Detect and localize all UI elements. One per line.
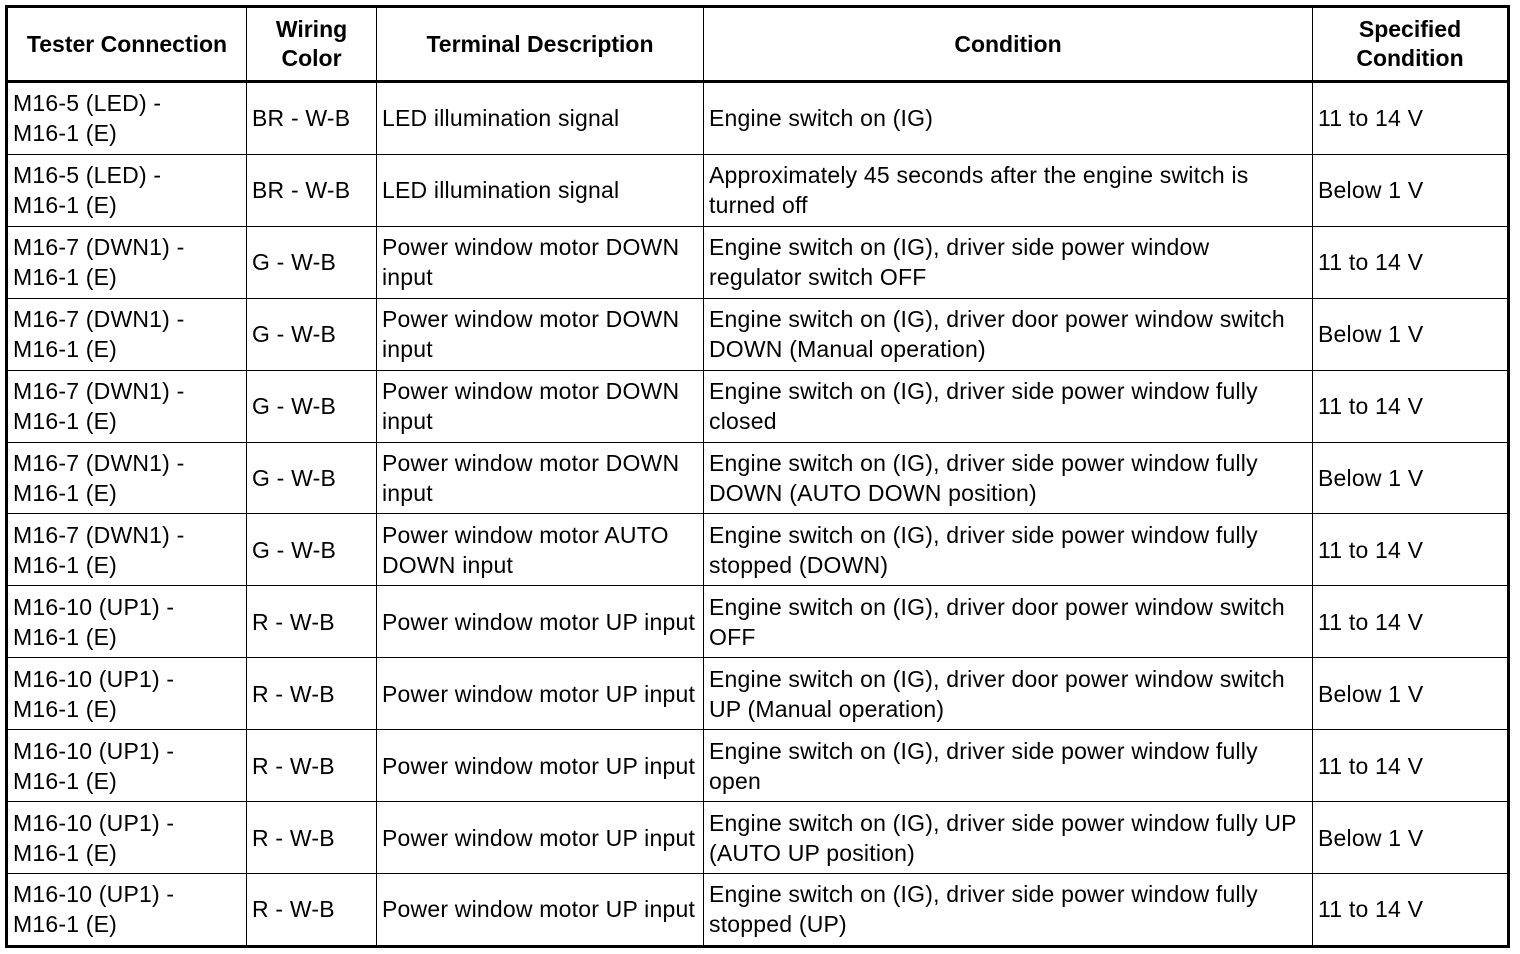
cell-wiring-color-text: R - W-B bbox=[252, 752, 335, 779]
cell-wiring-color bbox=[247, 730, 377, 802]
cell-condition bbox=[704, 802, 1313, 874]
cell-tester-connection-text: M16-10 (UP1) - bbox=[13, 809, 175, 836]
cell-tester-connection-text: M16-1 (E) bbox=[13, 911, 118, 938]
cell-terminal-description bbox=[377, 154, 704, 226]
cell-tester-connection-text: M16-1 (E) bbox=[13, 551, 118, 578]
cell-tester-connection-text: M16-10 (UP1) - bbox=[13, 881, 175, 908]
cell-terminal-description-text: Power window motor DOWN input bbox=[382, 306, 680, 363]
cell-wiring-color bbox=[247, 154, 377, 226]
cell-specified-condition bbox=[1313, 586, 1509, 658]
cell-tester-connection-text: M16-1 (E) bbox=[13, 480, 118, 506]
cell-tester-connection-text: M16-5 (LED) - bbox=[13, 90, 162, 117]
cell-specified-condition-text: 11 to 14 V bbox=[1318, 105, 1424, 132]
cell-terminal-description bbox=[377, 586, 704, 658]
table-row bbox=[7, 514, 1509, 586]
header-wiring-color-line2: Color bbox=[281, 45, 342, 71]
cell-specified-condition bbox=[1313, 370, 1509, 442]
cell-terminal-description bbox=[377, 802, 704, 874]
cell-specified-condition bbox=[1313, 82, 1509, 155]
cell-tester-connection-text: M16-10 (UP1) - bbox=[13, 665, 175, 692]
cell-tester-connection-text: M16-1 (E) bbox=[13, 839, 118, 866]
cell-specified-condition-text: Below 1 V bbox=[1318, 824, 1424, 851]
cell-condition bbox=[704, 442, 1313, 514]
cell-specified-condition-text: Below 1 V bbox=[1318, 177, 1424, 204]
cell-wiring-color bbox=[247, 802, 377, 874]
cell-specified-condition bbox=[1313, 226, 1509, 298]
cell-wiring-color-text: R - W-B bbox=[252, 824, 335, 851]
header-specified-condition-line1: Specified bbox=[1358, 16, 1462, 42]
cell-terminal-description bbox=[377, 514, 704, 586]
cell-specified-condition-text: 11 to 14 V bbox=[1318, 752, 1424, 779]
cell-tester-connection-text: M16-7 (DWN1) - bbox=[13, 306, 185, 333]
cell-condition bbox=[704, 370, 1313, 442]
cell-tester-connection bbox=[7, 226, 247, 298]
cell-wiring-color-text: G - W-B bbox=[252, 321, 337, 348]
cell-tester-connection bbox=[7, 154, 247, 226]
cell-terminal-description-text: Power window motor DOWN input bbox=[382, 450, 680, 506]
cell-wiring-color-text: BR - W-B bbox=[252, 177, 351, 204]
cell-terminal-description-text: Power window motor UP input bbox=[382, 608, 696, 635]
cell-tester-connection bbox=[7, 802, 247, 874]
cell-specified-condition bbox=[1313, 154, 1509, 226]
cell-tester-connection bbox=[7, 514, 247, 586]
cell-tester-connection bbox=[7, 586, 247, 658]
cell-terminal-description bbox=[377, 370, 704, 442]
cell-condition-text: Engine switch on (IG), driver side power window fully UP (AUTO UP position) bbox=[709, 809, 1297, 866]
cell-terminal-description-text: Power window motor AUTO DOWN input bbox=[382, 521, 669, 578]
cell-wiring-color bbox=[247, 514, 377, 586]
cell-tester-connection-text: M16-7 (DWN1) - bbox=[13, 521, 185, 548]
cell-tester-connection-text: M16-10 (UP1) - bbox=[13, 737, 175, 764]
cell-condition-text: Engine switch on (IG), driver door power window switch UP (Manual operation) bbox=[709, 665, 1285, 722]
cell-condition bbox=[704, 730, 1313, 802]
cell-terminal-description bbox=[377, 873, 704, 946]
cell-specified-condition-text: 11 to 14 V bbox=[1318, 393, 1424, 420]
table-body bbox=[7, 82, 1509, 947]
cell-condition bbox=[704, 82, 1313, 155]
cell-terminal-description bbox=[377, 82, 704, 155]
cell-condition bbox=[704, 514, 1313, 586]
cell-tester-connection-text: M16-7 (DWN1) - bbox=[13, 378, 185, 405]
cell-terminal-description bbox=[377, 442, 704, 514]
table-row bbox=[7, 226, 1509, 298]
cell-condition-text: Engine switch on (IG), driver side power window fully open bbox=[709, 737, 1258, 794]
cell-terminal-description bbox=[377, 226, 704, 298]
cell-specified-condition bbox=[1313, 802, 1509, 874]
cell-specified-condition bbox=[1313, 442, 1509, 514]
table-row bbox=[7, 873, 1509, 946]
table-row bbox=[7, 154, 1509, 226]
header-specified-condition bbox=[1313, 7, 1509, 82]
cell-tester-connection-text: M16-5 (LED) - bbox=[13, 162, 162, 189]
cell-tester-connection bbox=[7, 658, 247, 730]
cell-specified-condition-text: 11 to 14 V bbox=[1318, 608, 1424, 635]
cell-terminal-description-text: LED illumination signal bbox=[382, 177, 620, 204]
cell-specified-condition-text: Below 1 V bbox=[1318, 465, 1424, 491]
table-header bbox=[7, 7, 1509, 82]
cell-tester-connection-text: M16-7 (DWN1) - bbox=[13, 450, 185, 476]
cell-condition-text: Engine switch on (IG) bbox=[709, 105, 934, 132]
table-row bbox=[7, 82, 1509, 155]
header-row bbox=[7, 7, 1509, 82]
cell-specified-condition bbox=[1313, 873, 1509, 946]
cell-condition bbox=[704, 873, 1313, 946]
cell-wiring-color bbox=[247, 658, 377, 730]
header-terminal-description bbox=[377, 7, 704, 82]
cell-specified-condition-text: Below 1 V bbox=[1318, 680, 1424, 707]
cell-condition-text: Engine switch on (IG), driver side power window fully DOWN (AUTO DOWN position) bbox=[709, 450, 1258, 506]
cell-terminal-description bbox=[377, 298, 704, 370]
table-row bbox=[7, 298, 1509, 370]
cell-condition-text: Engine switch on (IG), driver door power window switch OFF bbox=[709, 593, 1285, 650]
cell-terminal-description-text: Power window motor DOWN input bbox=[382, 378, 680, 435]
cell-tester-connection bbox=[7, 298, 247, 370]
cell-wiring-color-text: G - W-B bbox=[252, 249, 337, 276]
header-condition bbox=[704, 7, 1313, 82]
cell-condition-text: Engine switch on (IG), driver door power window switch DOWN (Manual operation) bbox=[709, 306, 1285, 363]
table-row bbox=[7, 658, 1509, 730]
cell-terminal-description-text: Power window motor UP input bbox=[382, 824, 696, 851]
cell-condition bbox=[704, 586, 1313, 658]
cell-condition bbox=[704, 154, 1313, 226]
cell-specified-condition bbox=[1313, 514, 1509, 586]
cell-wiring-color-text: R - W-B bbox=[252, 608, 335, 635]
table-row bbox=[7, 730, 1509, 802]
table-row bbox=[7, 442, 1509, 514]
header-terminal-description-label: Terminal Description bbox=[426, 30, 654, 57]
cell-tester-connection-text: M16-1 (E) bbox=[13, 192, 118, 219]
cell-tester-connection bbox=[7, 442, 247, 514]
cell-tester-connection-text: M16-7 (DWN1) - bbox=[13, 234, 185, 261]
cell-condition-text: Engine switch on (IG), driver side power window fully stopped (UP) bbox=[709, 881, 1258, 938]
cell-condition bbox=[704, 226, 1313, 298]
cell-specified-condition-text: 11 to 14 V bbox=[1318, 896, 1424, 923]
cell-terminal-description-text: Power window motor UP input bbox=[382, 752, 696, 779]
header-tester-connection bbox=[7, 7, 247, 82]
cell-wiring-color-text: BR - W-B bbox=[252, 105, 351, 132]
cell-terminal-description bbox=[377, 730, 704, 802]
header-condition-label: Condition bbox=[954, 30, 1062, 57]
cell-specified-condition-text: 11 to 14 V bbox=[1318, 249, 1424, 276]
cell-condition bbox=[704, 298, 1313, 370]
header-tester-connection-label: Tester Connection bbox=[26, 30, 228, 57]
cell-wiring-color bbox=[247, 442, 377, 514]
cell-tester-connection bbox=[7, 730, 247, 802]
cell-wiring-color-text: G - W-B bbox=[252, 393, 337, 420]
cell-terminal-description-text: Power window motor UP input bbox=[382, 896, 696, 923]
cell-wiring-color bbox=[247, 586, 377, 658]
cell-tester-connection-text: M16-1 (E) bbox=[13, 120, 118, 147]
cell-wiring-color-text: G - W-B bbox=[252, 536, 337, 563]
cell-wiring-color bbox=[247, 82, 377, 155]
cell-wiring-color bbox=[247, 370, 377, 442]
cell-specified-condition bbox=[1313, 730, 1509, 802]
table-row bbox=[7, 586, 1509, 658]
table-row bbox=[7, 802, 1509, 874]
cell-wiring-color bbox=[247, 298, 377, 370]
cell-specified-condition bbox=[1313, 298, 1509, 370]
cell-tester-connection-text: M16-1 (E) bbox=[13, 408, 118, 435]
cell-terminal-description-text: Power window motor DOWN input bbox=[382, 234, 680, 291]
cell-terminal-description-text: LED illumination signal bbox=[382, 105, 620, 132]
cell-specified-condition bbox=[1313, 658, 1509, 730]
cell-specified-condition-text: Below 1 V bbox=[1318, 321, 1424, 348]
cell-tester-connection-text: M16-1 (E) bbox=[13, 336, 118, 363]
cell-terminal-description bbox=[377, 658, 704, 730]
header-wiring-color-line1: Wiring bbox=[275, 16, 348, 42]
cell-tester-connection bbox=[7, 873, 247, 946]
cell-wiring-color-text: G - W-B bbox=[252, 465, 337, 491]
inspection-table-container bbox=[5, 5, 1507, 948]
cell-tester-connection-text: M16-1 (E) bbox=[13, 264, 118, 291]
cell-tester-connection-text: M16-1 (E) bbox=[13, 767, 118, 794]
cell-terminal-description-text: Power window motor UP input bbox=[382, 680, 696, 707]
cell-tester-connection-text: M16-10 (UP1) - bbox=[13, 593, 175, 620]
cell-tester-connection-text: M16-1 (E) bbox=[13, 695, 118, 722]
cell-condition-text: Engine switch on (IG), driver side power window fully closed bbox=[709, 378, 1258, 435]
header-specified-condition-line2: Condition bbox=[1356, 45, 1464, 71]
cell-tester-connection bbox=[7, 82, 247, 155]
cell-condition-text: Engine switch on (IG), driver side power window fully stopped (DOWN) bbox=[709, 521, 1258, 578]
cell-condition-text: Engine switch on (IG), driver side power window regulator switch OFF bbox=[709, 234, 1210, 291]
cell-specified-condition-text: 11 to 14 V bbox=[1318, 536, 1424, 563]
cell-wiring-color bbox=[247, 226, 377, 298]
cell-wiring-color bbox=[247, 873, 377, 946]
cell-condition bbox=[704, 658, 1313, 730]
cell-wiring-color-text: R - W-B bbox=[252, 896, 335, 923]
table-row bbox=[7, 370, 1509, 442]
cell-tester-connection bbox=[7, 370, 247, 442]
terminal-inspection-table bbox=[5, 5, 1510, 948]
cell-tester-connection-text: M16-1 (E) bbox=[13, 623, 118, 650]
cell-wiring-color-text: R - W-B bbox=[252, 680, 335, 707]
header-wiring-color bbox=[247, 7, 377, 82]
cell-condition-text: Approximately 45 seconds after the engine switch is turned off bbox=[709, 162, 1249, 219]
